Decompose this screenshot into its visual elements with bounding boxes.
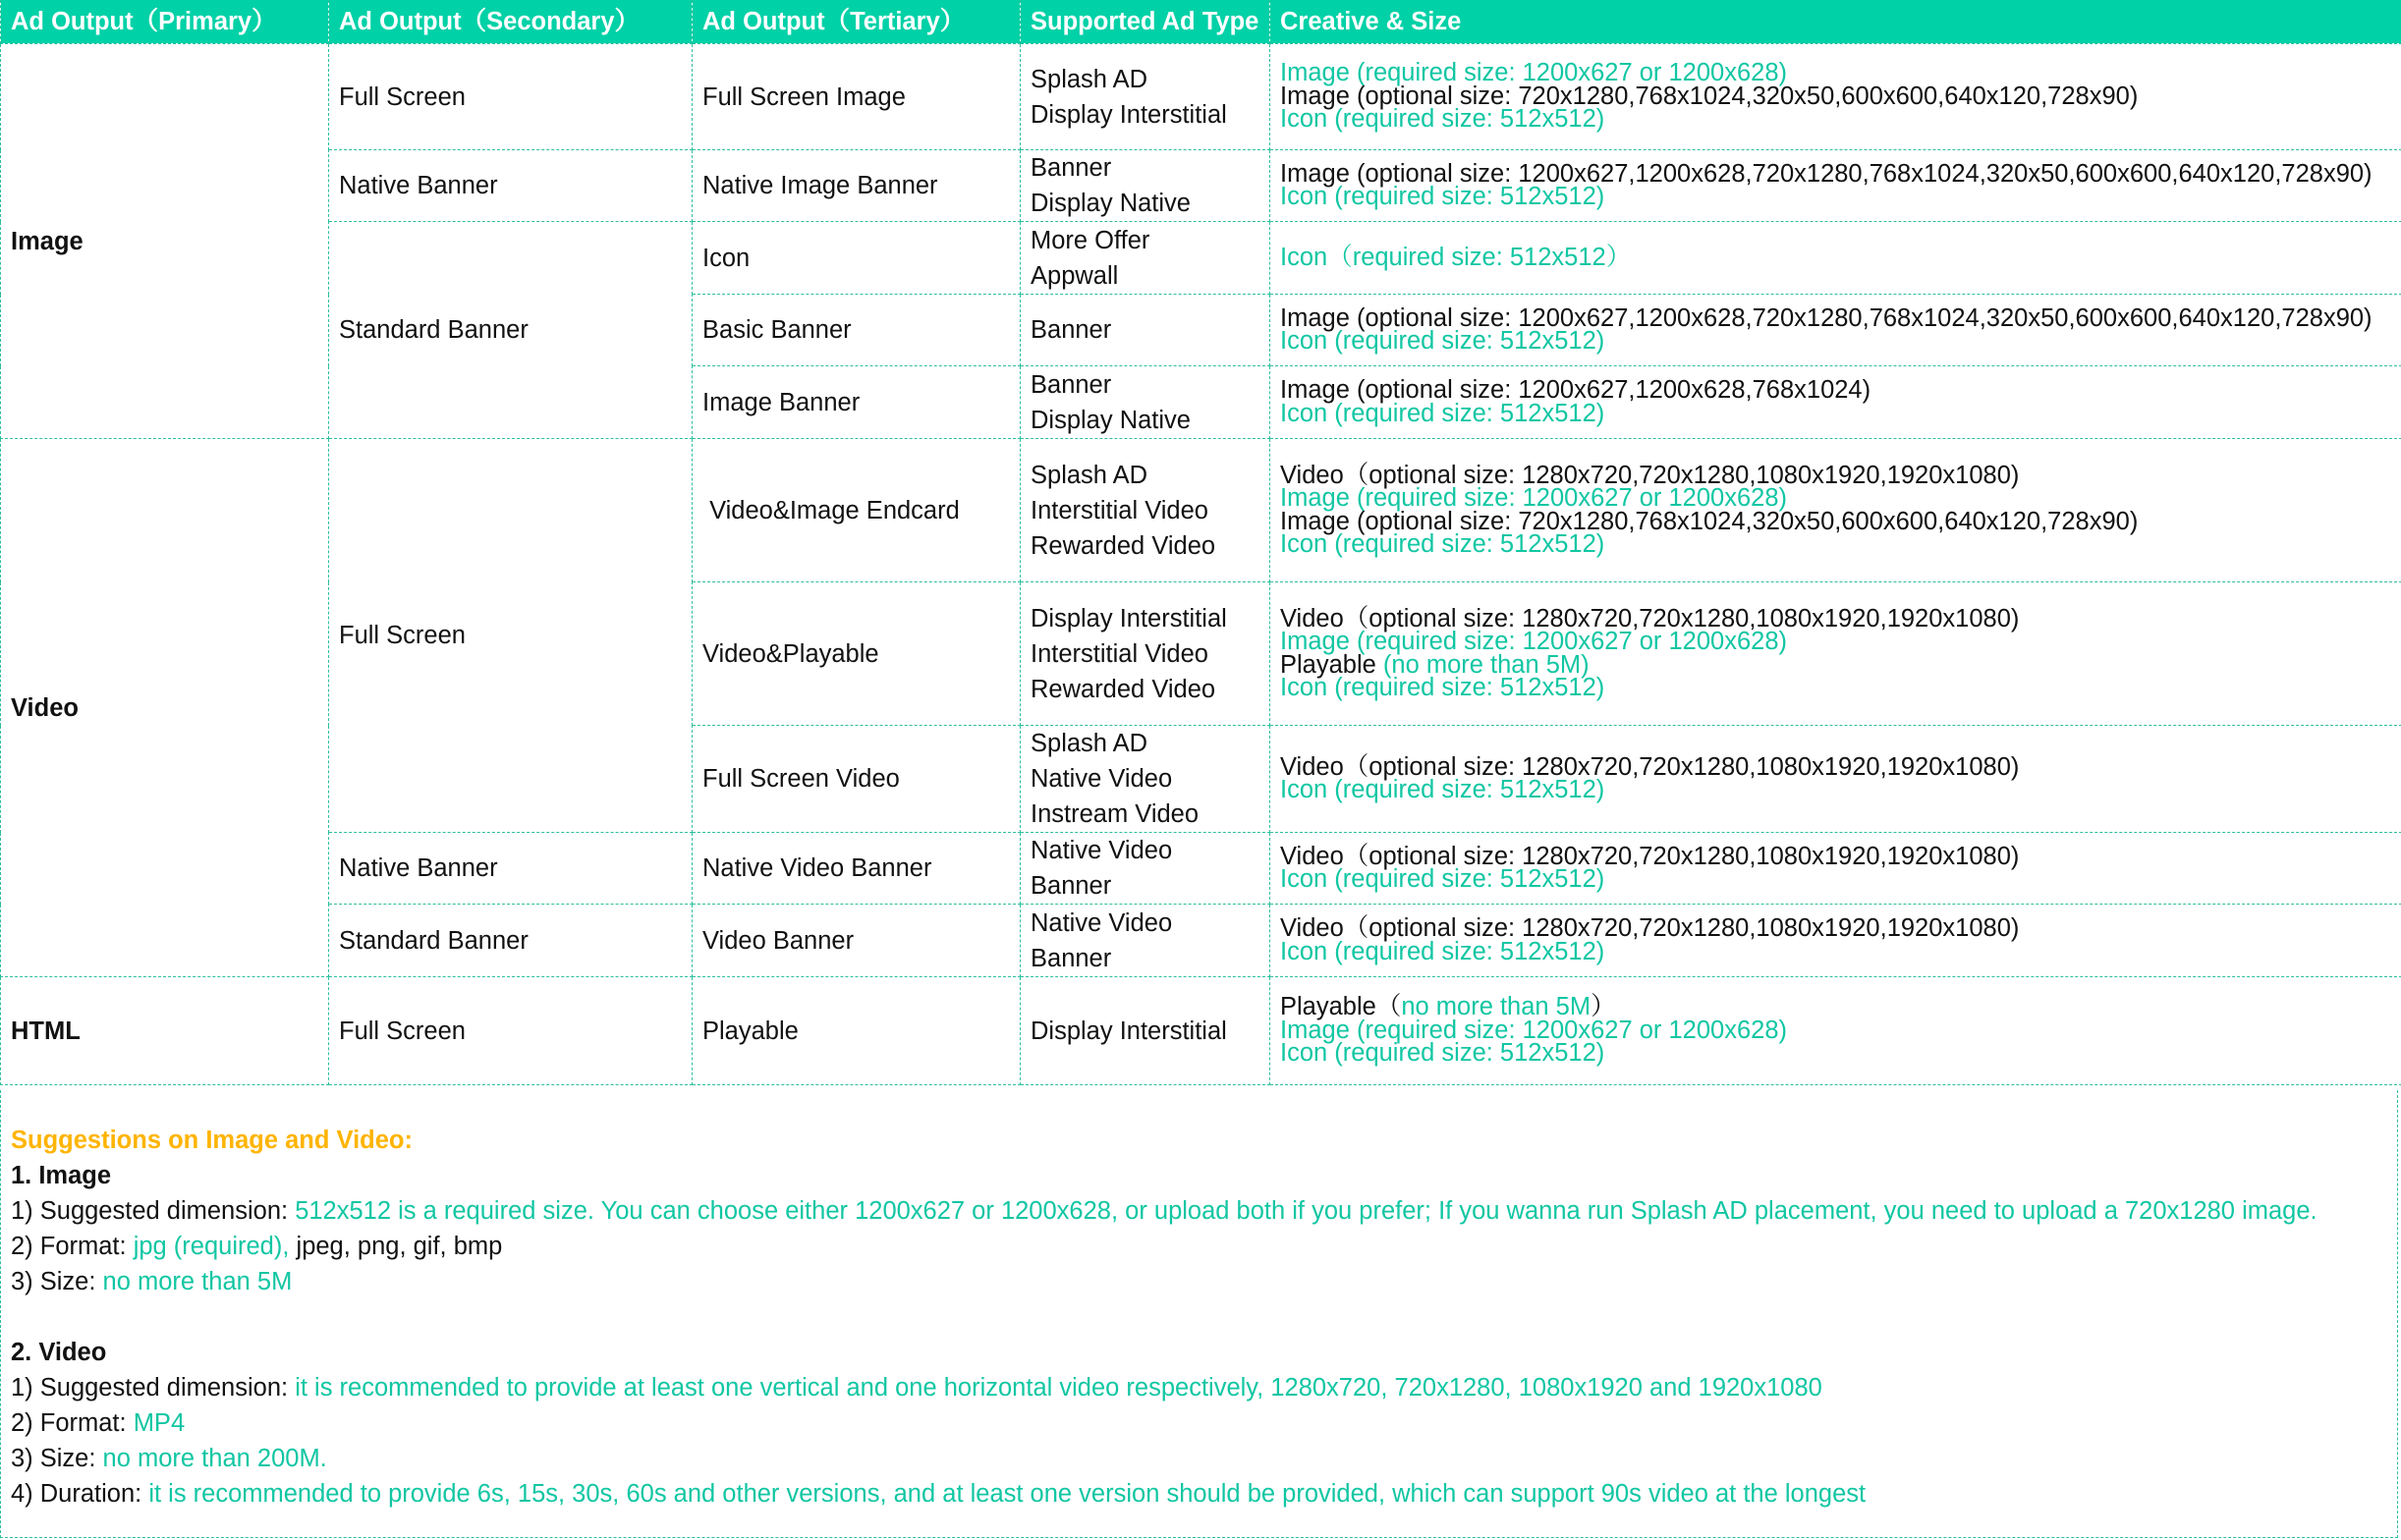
- creative-text: Image (required size: 1200x627 or 1200x628): [1280, 1016, 1787, 1044]
- creative-line: [1280, 243, 2401, 271]
- ad-type-cell: [1021, 222, 1270, 295]
- secondary-cell: Full Screen: [329, 44, 693, 150]
- tertiary-cell: Image Banner: [693, 366, 1021, 439]
- ad-type-cell: [1021, 833, 1270, 905]
- primary-cell-video: Video: [1, 439, 329, 977]
- creative-text: Video（optional size: 1280x720,720x1280,1080x1920,1920x1080): [1280, 842, 2020, 870]
- creative-text: Image (optional size: 1200x627,1200x628,720x1280,768x1024,320x50,600x600,640x120,728x90): [1280, 159, 2373, 188]
- video-suggestions-heading: 2. Video: [11, 1339, 107, 1366]
- creative-cell: [1270, 977, 2401, 1085]
- primary-cell-image: Image: [1, 44, 329, 439]
- suggestion-value: 512x512 is a required size. You can choose either 1200x627 or 1200x628, or upload both if you prefer; If you wanna run Splash AD placement, you need to upload a 720x1280 image.: [295, 1197, 2317, 1225]
- suggestion-label: 2) Format:: [11, 1233, 134, 1260]
- ad-type-label: Banner: [1031, 944, 1112, 972]
- suggestion-line: [11, 1370, 2397, 1405]
- creative-line: [1280, 776, 2401, 803]
- suggestion-value: MP4: [133, 1409, 186, 1437]
- suggestion-line: [11, 1405, 2397, 1441]
- ad-type-label: Display Interstitial: [1031, 604, 1227, 632]
- ad-type-label: Native Video: [1031, 837, 1173, 864]
- ad-type-cell: [1021, 295, 1270, 366]
- creative-line: [1280, 865, 2401, 893]
- ad-type-label: Display Interstitial: [1031, 1017, 1227, 1045]
- table-row: [1, 222, 2401, 295]
- ad-type-label: Interstitial Video: [1031, 639, 1208, 668]
- suggestions-title: Suggestions on Image and Video:: [11, 1127, 413, 1154]
- creative-text: Playable（: [1280, 993, 1402, 1021]
- tertiary-cell: Full Screen Video: [693, 726, 1021, 833]
- suggestion-label: 1) Suggested dimension:: [11, 1197, 296, 1225]
- ad-type-cell: [1021, 726, 1270, 833]
- table-row: [1, 905, 2401, 977]
- tertiary-cell: Video&Playable: [693, 582, 1021, 726]
- secondary-cell: Native Banner: [329, 833, 693, 905]
- secondary-cell: Native Banner: [329, 150, 693, 222]
- suggestion-label: 4) Duration:: [11, 1480, 149, 1508]
- creative-text: Image (optional size: 720x1280,768x1024,320x50,600x600,640x120,728x90): [1280, 82, 2139, 110]
- ad-type-cell: [1021, 582, 1270, 726]
- suggestion-value: no more than 5M: [102, 1268, 293, 1295]
- header-tertiary: Ad Output（Tertiary）: [693, 0, 1021, 44]
- creative-text: Video（optional size: 1280x720,720x1280,1080x1920,1920x1080): [1280, 752, 2020, 781]
- table-row: [1, 44, 2401, 150]
- ad-type-label: Banner: [1031, 316, 1112, 344]
- suggestion-label: 3) Size:: [11, 1268, 103, 1295]
- suggestion-value-rest: jpeg, png, gif, bmp: [289, 1233, 503, 1260]
- ad-type-label: Display Native: [1031, 190, 1191, 217]
- ad-type-label: Appwall: [1031, 261, 1119, 290]
- suggestion-line: [11, 1193, 2397, 1229]
- creative-text: Icon (required size: 512x512): [1280, 530, 1605, 558]
- creative-cell: [1270, 295, 2401, 366]
- creative-line: [1280, 183, 2401, 210]
- tertiary-cell: Native Image Banner: [693, 150, 1021, 222]
- tertiary-cell: Native Video Banner: [693, 833, 1021, 905]
- tertiary-cell: Full Screen Image: [693, 44, 1021, 150]
- ad-type-cell: [1021, 905, 1270, 977]
- creative-line: [1280, 530, 2401, 558]
- suggestion-value: it is recommended to provide 6s, 15s, 30s, 60s and other versions, and at least one version should be provided, which can support 90s video at the longest: [148, 1480, 1867, 1508]
- tertiary-cell: Icon: [693, 222, 1021, 295]
- table-header-row: [1, 0, 2401, 44]
- table-row: [1, 439, 2401, 582]
- creative-text: Playable: [1280, 650, 1383, 679]
- suggestion-label: 3) Size:: [11, 1445, 103, 1472]
- ad-type-cell: [1021, 150, 1270, 222]
- suggestion-line: [11, 1229, 2397, 1264]
- creative-text: Icon (required size: 512x512): [1280, 776, 1605, 803]
- creative-text: Image (optional size: 1200x627,1200x628,720x1280,768x1024,320x50,600x600,640x120,728x90): [1280, 303, 2373, 332]
- ad-type-label: Splash AD: [1031, 730, 1148, 757]
- ad-type-cell: [1021, 977, 1270, 1085]
- creative-text: Image (optional size: 720x1280,768x1024,320x50,600x600,640x120,728x90): [1280, 507, 2139, 535]
- spacer: [11, 1299, 2397, 1335]
- suggestion-line: [11, 1476, 2397, 1512]
- suggestion-value: it is recommended to provide at least one vertical and one horizontal video respectively, 1280x720, 720x1280, 1080x1920 and 1920x1080: [295, 1374, 1822, 1402]
- creative-cell: [1270, 582, 2401, 726]
- ad-type-cell: [1021, 44, 1270, 150]
- ad-type-label: More Offer: [1031, 226, 1150, 254]
- creative-cell: [1270, 833, 2401, 905]
- secondary-cell: Full Screen: [329, 977, 693, 1085]
- suggestion-value: jpg (required),: [133, 1233, 290, 1260]
- creative-cell: [1270, 905, 2401, 977]
- ad-type-label: Banner: [1031, 370, 1112, 399]
- creative-line: [1280, 327, 2401, 355]
- creative-line: [1280, 937, 2401, 965]
- ad-type-label: Splash AD: [1031, 461, 1148, 489]
- suggestion-line: [11, 1264, 2397, 1299]
- creative-text: Icon (required size: 512x512): [1280, 183, 1605, 210]
- creative-text: Icon（required size: 512x512）: [1280, 243, 1632, 271]
- creative-text: Icon (required size: 512x512): [1280, 399, 1605, 427]
- header-creative-size: Creative & Size: [1270, 0, 2401, 44]
- header-ad-type: Supported Ad Type: [1021, 0, 1270, 44]
- creative-cell: [1270, 222, 2401, 295]
- creative-line: [1280, 674, 2401, 701]
- image-suggestions-heading: 1. Image: [11, 1162, 112, 1189]
- ad-type-label: Rewarded Video: [1031, 531, 1216, 560]
- creative-text: Video（optional size: 1280x720,720x1280,1080x1920,1920x1080): [1280, 461, 2020, 489]
- primary-cell-html: HTML: [1, 977, 329, 1085]
- header-secondary: Ad Output（Secondary）: [329, 0, 693, 44]
- tertiary-cell: Video Banner: [693, 905, 1021, 977]
- creative-text: Image (required size: 1200x627 or 1200x628): [1280, 59, 1787, 87]
- creative-text: Icon (required size: 512x512): [1280, 327, 1605, 355]
- table-row: [1, 150, 2401, 222]
- creative-line: [1280, 399, 2401, 427]
- creative-cell: [1270, 366, 2401, 439]
- ad-type-label: Banner: [1031, 154, 1112, 182]
- creative-text: (no more than 5M): [1382, 650, 1590, 679]
- creative-text: ）: [1591, 993, 1616, 1021]
- creative-text: Icon (required size: 512x512): [1280, 674, 1605, 701]
- creative-line: [1280, 105, 2401, 134]
- creative-text: Image (required size: 1200x627 or 1200x628): [1280, 484, 1787, 512]
- ad-type-label: Interstitial Video: [1031, 496, 1208, 524]
- suggestion-line: [11, 1441, 2397, 1476]
- suggestion-value: no more than 200M.: [102, 1445, 327, 1472]
- creative-text: Icon (required size: 512x512): [1280, 937, 1605, 965]
- ad-type-label: Native Video: [1031, 765, 1173, 793]
- ad-type-label: Native Video: [1031, 908, 1173, 937]
- ad-type-label: Display Native: [1031, 406, 1191, 434]
- creative-cell: [1270, 439, 2401, 582]
- ad-type-label: Instream Video: [1031, 800, 1200, 828]
- tertiary-cell: Playable: [693, 977, 1021, 1085]
- creative-line: [1280, 1039, 2401, 1068]
- ad-type-cell: [1021, 439, 1270, 582]
- ad-type-label: Display Interstitial: [1031, 100, 1227, 129]
- suggestion-label: 2) Format:: [11, 1409, 134, 1437]
- header-primary: Ad Output（Primary）: [1, 0, 329, 44]
- ad-type-label: Rewarded Video: [1031, 675, 1216, 703]
- secondary-cell: Full Screen: [329, 439, 693, 833]
- creative-cell: [1270, 150, 2401, 222]
- ad-type-cell: [1021, 366, 1270, 439]
- table-row: [1, 833, 2401, 905]
- creative-text: Icon (required size: 512x512): [1280, 1039, 1605, 1068]
- secondary-cell: Standard Banner: [329, 905, 693, 977]
- tertiary-cell: Basic Banner: [693, 295, 1021, 366]
- creative-cell: [1270, 44, 2401, 150]
- creative-text: Icon (required size: 512x512): [1280, 105, 1605, 134]
- suggestions-box: [0, 1090, 2398, 1538]
- suggestion-label: 1) Suggested dimension:: [11, 1374, 296, 1402]
- ad-type-label: Banner: [1031, 872, 1112, 900]
- creative-cell: [1270, 726, 2401, 833]
- creative-text: Video（optional size: 1280x720,720x1280,1080x1920,1920x1080): [1280, 604, 2020, 632]
- tertiary-cell: Video&Image Endcard: [693, 439, 1021, 582]
- creative-text: Image (optional size: 1200x627,1200x628,768x1024): [1280, 376, 1871, 404]
- creative-text: no more than 5M: [1401, 993, 1591, 1021]
- ad-type-label: Splash AD: [1031, 65, 1148, 93]
- creative-text: Video（optional size: 1280x720,720x1280,1080x1920,1920x1080): [1280, 914, 2020, 942]
- creative-text: Image (required size: 1200x627 or 1200x628): [1280, 628, 1787, 655]
- table-row: [1, 977, 2401, 1085]
- creative-text: Icon (required size: 512x512): [1280, 865, 1605, 893]
- secondary-cell: Standard Banner: [329, 222, 693, 439]
